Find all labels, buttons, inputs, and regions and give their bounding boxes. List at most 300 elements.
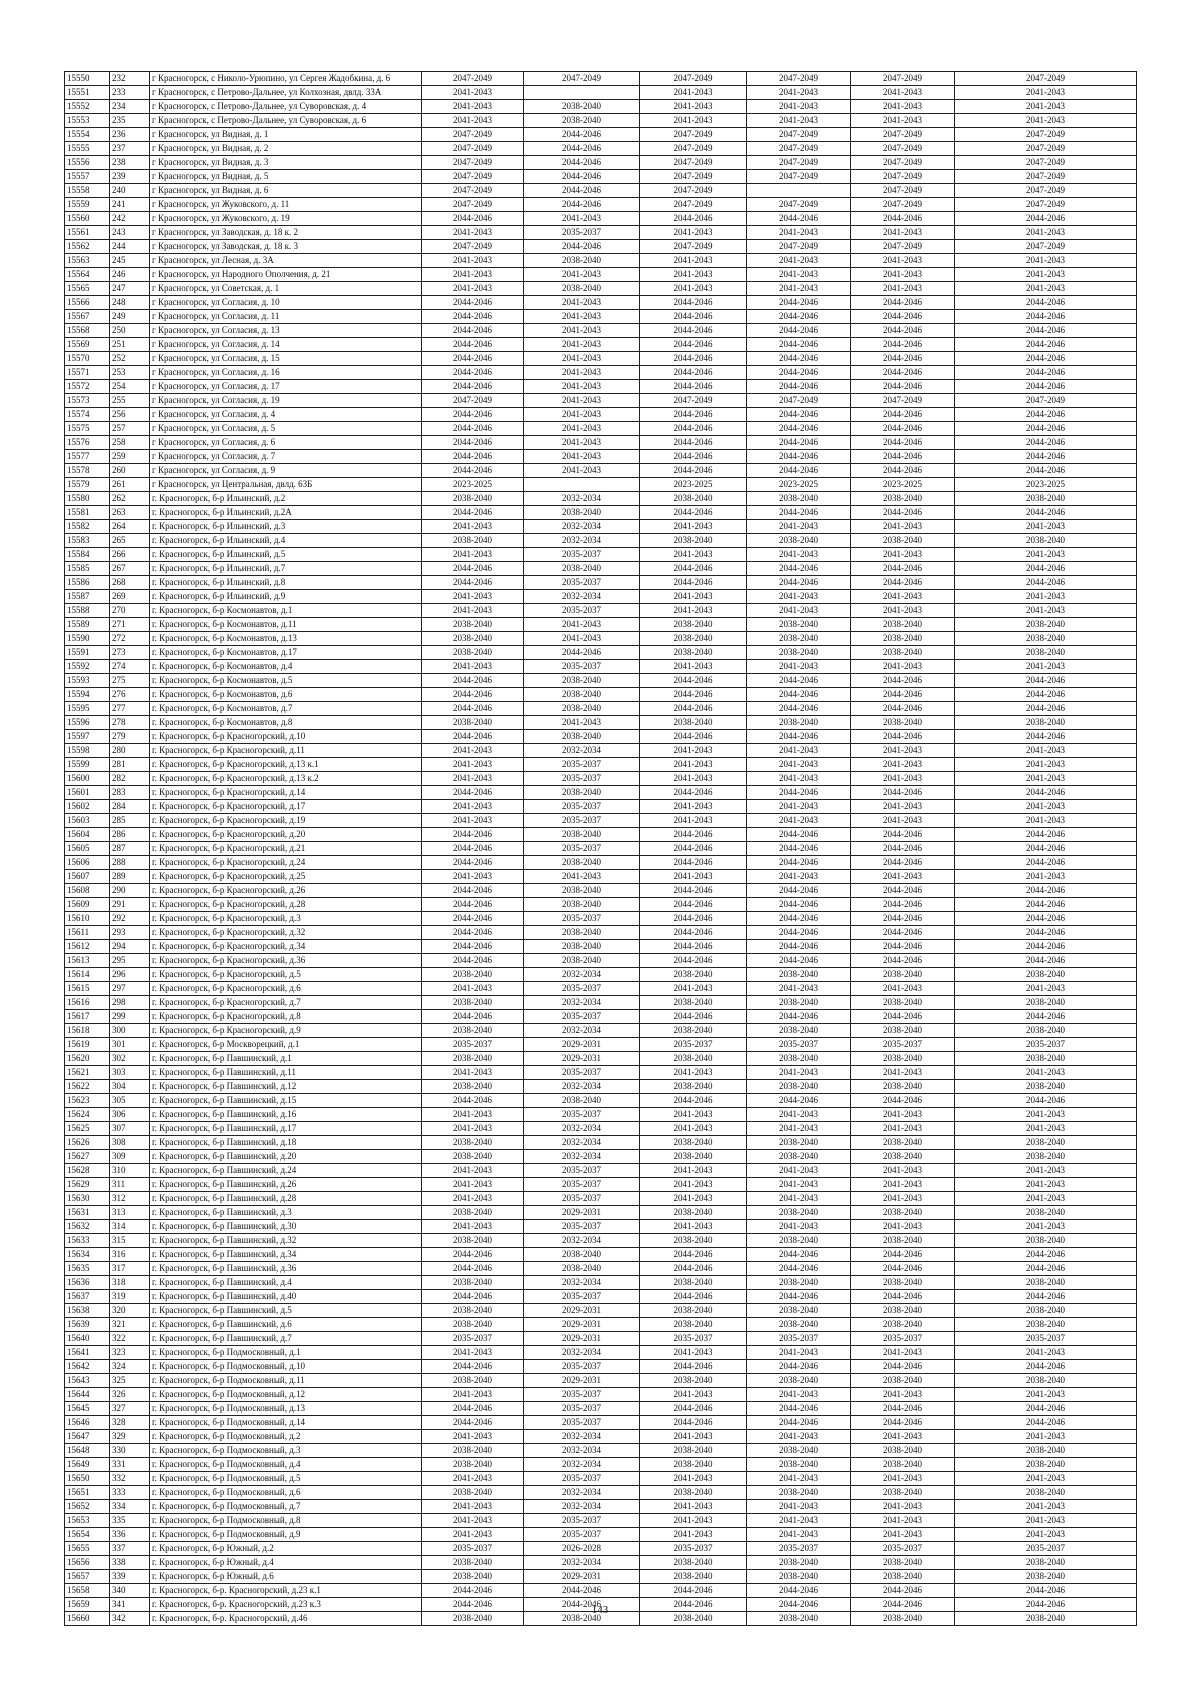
year-col-5-cell: 2041-2043 [851, 268, 955, 282]
year-col-3-cell: 2035-2037 [640, 1038, 747, 1052]
year-col-2-cell: 2038-2040 [524, 562, 640, 576]
row-number-cell: 268 [110, 576, 150, 590]
table-row [65, 72, 1137, 86]
row-number-cell: 247 [110, 282, 150, 296]
table-row [65, 1304, 1137, 1318]
year-col-5-cell: 2044-2046 [851, 1262, 955, 1276]
row-number-cell: 289 [110, 870, 150, 884]
year-col-5-cell: 2044-2046 [851, 940, 955, 954]
row-number-cell: 249 [110, 310, 150, 324]
address-cell: г Красногорск, ул Согласия, д. 9 [150, 464, 422, 478]
year-col-1-cell: 2041-2043 [422, 604, 524, 618]
address-cell: г. Красногорск, б-р Подмосковный, д.12 [150, 1388, 422, 1402]
row-id-cell: 15645 [65, 1402, 110, 1416]
address-cell: г Красногорск, ул Видная, д. 5 [150, 170, 422, 184]
row-number-cell: 265 [110, 534, 150, 548]
address-cell: г. Красногорск, б-р Космонавтов, д.4 [150, 660, 422, 674]
address-cell: г. Красногорск, б-р Красногорский, д.24 [150, 856, 422, 870]
row-number-cell: 295 [110, 954, 150, 968]
table-row [65, 408, 1137, 422]
year-col-6-cell: 2038-2040 [955, 1052, 1137, 1066]
year-col-5-cell: 2041-2043 [851, 814, 955, 828]
year-col-2-cell: 2035-2037 [524, 982, 640, 996]
year-col-2-cell: 2032-2034 [524, 1150, 640, 1164]
table-row [65, 184, 1137, 198]
year-col-1-cell: 2047-2049 [422, 198, 524, 212]
address-cell: г. Красногорск, б-р Павшинский, д.30 [150, 1220, 422, 1234]
year-col-5-cell: 2044-2046 [851, 506, 955, 520]
year-col-2-cell: 2032-2034 [524, 1234, 640, 1248]
year-col-6-cell: 2044-2046 [955, 786, 1137, 800]
year-col-1-cell: 2041-2043 [422, 1122, 524, 1136]
row-id-cell: 15616 [65, 996, 110, 1010]
year-col-5-cell: 2044-2046 [851, 1598, 955, 1612]
year-col-3-cell: 2035-2037 [640, 1332, 747, 1346]
address-cell: г. Красногорск, б-р. Красногорский, д.46 [150, 1612, 422, 1626]
year-col-1-cell: 2044-2046 [422, 352, 524, 366]
year-col-5-cell: 2038-2040 [851, 1150, 955, 1164]
table-row [65, 1290, 1137, 1304]
row-number-cell: 298 [110, 996, 150, 1010]
year-col-1-cell: 2044-2046 [422, 898, 524, 912]
year-col-2-cell: 2032-2034 [524, 1024, 640, 1038]
year-col-3-cell: 2044-2046 [640, 898, 747, 912]
year-col-3-cell: 2041-2043 [640, 1164, 747, 1178]
year-col-6-cell: 2044-2046 [955, 212, 1137, 226]
year-col-1-cell: 2041-2043 [422, 86, 524, 100]
year-col-6-cell: 2041-2043 [955, 1220, 1137, 1234]
year-col-2-cell: 2038-2040 [524, 730, 640, 744]
year-col-2-cell: 2029-2031 [524, 1038, 640, 1052]
row-number-cell: 283 [110, 786, 150, 800]
year-col-4-cell: 2047-2049 [747, 72, 851, 86]
year-col-4-cell: 2044-2046 [747, 352, 851, 366]
year-col-1-cell: 2038-2040 [422, 1150, 524, 1164]
row-number-cell: 244 [110, 240, 150, 254]
year-col-6-cell: 2041-2043 [955, 744, 1137, 758]
year-col-3-cell: 2044-2046 [640, 352, 747, 366]
year-col-4-cell: 2023-2025 [747, 478, 851, 492]
year-col-4-cell: 2041-2043 [747, 758, 851, 772]
address-cell: г. Красногорск, б-р Павшинский, д.34 [150, 1248, 422, 1262]
year-col-4-cell: 2038-2040 [747, 618, 851, 632]
row-id-cell: 15629 [65, 1178, 110, 1192]
row-id-cell: 15644 [65, 1388, 110, 1402]
year-col-6-cell: 2044-2046 [955, 1402, 1137, 1416]
year-col-6-cell: 2041-2043 [955, 590, 1137, 604]
year-col-5-cell: 2044-2046 [851, 898, 955, 912]
year-col-1-cell: 2038-2040 [422, 1206, 524, 1220]
year-col-1-cell: 2041-2043 [422, 772, 524, 786]
row-id-cell: 15650 [65, 1472, 110, 1486]
row-id-cell: 15556 [65, 156, 110, 170]
year-col-1-cell: 2044-2046 [422, 562, 524, 576]
table-row [65, 688, 1137, 702]
row-id-cell: 15659 [65, 1598, 110, 1612]
address-cell: г Красногорск, ул Жуковского, д. 19 [150, 212, 422, 226]
year-col-5-cell: 2041-2043 [851, 1122, 955, 1136]
row-number-cell: 262 [110, 492, 150, 506]
year-col-2-cell: 2029-2031 [524, 1206, 640, 1220]
table-row [65, 156, 1137, 170]
year-col-3-cell: 2047-2049 [640, 240, 747, 254]
row-id-cell: 15578 [65, 464, 110, 478]
address-cell: г. Красногорск, б-р Космонавтов, д.7 [150, 702, 422, 716]
year-col-5-cell: 2044-2046 [851, 1584, 955, 1598]
year-col-1-cell: 2023-2025 [422, 478, 524, 492]
table-row [65, 380, 1137, 394]
year-col-4-cell: 2038-2040 [747, 1304, 851, 1318]
year-col-6-cell: 2035-2037 [955, 1542, 1137, 1556]
year-col-5-cell: 2044-2046 [851, 828, 955, 842]
year-col-4-cell: 2041-2043 [747, 114, 851, 128]
year-col-1-cell: 2041-2043 [422, 1178, 524, 1192]
year-col-6-cell: 2041-2043 [955, 1514, 1137, 1528]
address-cell: г Красногорск, ул Видная, д. 3 [150, 156, 422, 170]
year-col-1-cell: 2038-2040 [422, 618, 524, 632]
table-row [65, 1150, 1137, 1164]
year-col-6-cell: 2044-2046 [955, 296, 1137, 310]
year-col-1-cell: 2047-2049 [422, 142, 524, 156]
row-id-cell: 15649 [65, 1458, 110, 1472]
year-col-5-cell: 2041-2043 [851, 1192, 955, 1206]
address-cell: г. Красногорск, б-р Красногорский, д.7 [150, 996, 422, 1010]
year-col-2-cell: 2038-2040 [524, 954, 640, 968]
year-col-2-cell: 2035-2037 [524, 1528, 640, 1542]
row-number-cell: 306 [110, 1108, 150, 1122]
year-col-5-cell: 2044-2046 [851, 1094, 955, 1108]
address-cell: г Красногорск, ул Согласия, д. 7 [150, 450, 422, 464]
row-number-cell: 275 [110, 674, 150, 688]
year-col-3-cell: 2041-2043 [640, 1388, 747, 1402]
year-col-6-cell: 2041-2043 [955, 520, 1137, 534]
year-col-5-cell: 2047-2049 [851, 184, 955, 198]
year-col-6-cell: 2023-2025 [955, 478, 1137, 492]
row-number-cell: 305 [110, 1094, 150, 1108]
year-col-1-cell: 2044-2046 [422, 296, 524, 310]
year-col-1-cell: 2041-2043 [422, 1430, 524, 1444]
row-id-cell: 15557 [65, 170, 110, 184]
year-col-3-cell: 2044-2046 [640, 576, 747, 590]
row-id-cell: 15585 [65, 562, 110, 576]
table-row [65, 940, 1137, 954]
year-col-5-cell: 2044-2046 [851, 786, 955, 800]
year-col-4-cell: 2044-2046 [747, 1598, 851, 1612]
year-col-5-cell: 2041-2043 [851, 870, 955, 884]
year-col-2-cell: 2041-2043 [524, 422, 640, 436]
address-cell: г Красногорск, ул Согласия, д. 13 [150, 324, 422, 338]
year-col-1-cell: 2044-2046 [422, 954, 524, 968]
year-col-4-cell: 2047-2049 [747, 156, 851, 170]
year-col-5-cell: 2038-2040 [851, 1318, 955, 1332]
year-col-2-cell: 2032-2034 [524, 1500, 640, 1514]
year-col-3-cell: 2044-2046 [640, 1262, 747, 1276]
address-cell: г. Красногорск, б-р Подмосковный, д.5 [150, 1472, 422, 1486]
row-number-cell: 342 [110, 1612, 150, 1626]
year-col-2-cell: 2044-2046 [524, 198, 640, 212]
year-col-5-cell: 2038-2040 [851, 1136, 955, 1150]
year-col-3-cell: 2041-2043 [640, 772, 747, 786]
row-id-cell: 15636 [65, 1276, 110, 1290]
address-cell: г Красногорск, ул Согласия, д. 14 [150, 338, 422, 352]
table-row [65, 464, 1137, 478]
table-row [65, 338, 1137, 352]
year-col-2-cell: 2038-2040 [524, 940, 640, 954]
year-col-3-cell: 2041-2043 [640, 814, 747, 828]
year-col-4-cell: 2047-2049 [747, 198, 851, 212]
year-col-3-cell: 2041-2043 [640, 590, 747, 604]
table-row [65, 842, 1137, 856]
year-col-1-cell: 2044-2046 [422, 702, 524, 716]
year-col-3-cell: 2044-2046 [640, 1402, 747, 1416]
year-col-1-cell: 2041-2043 [422, 1528, 524, 1542]
table-row [65, 1570, 1137, 1584]
year-col-2-cell: 2044-2046 [524, 128, 640, 142]
year-col-5-cell: 2044-2046 [851, 842, 955, 856]
row-number-cell: 335 [110, 1514, 150, 1528]
year-col-4-cell: 2035-2037 [747, 1542, 851, 1556]
year-col-4-cell: 2047-2049 [747, 240, 851, 254]
row-id-cell: 15593 [65, 674, 110, 688]
table-row [65, 1052, 1137, 1066]
row-number-cell: 258 [110, 436, 150, 450]
address-cell: г Красногорск, ул Видная, д. 6 [150, 184, 422, 198]
row-id-cell: 15576 [65, 436, 110, 450]
row-number-cell: 339 [110, 1570, 150, 1584]
year-col-6-cell: 2041-2043 [955, 254, 1137, 268]
row-number-cell: 256 [110, 408, 150, 422]
table-row [65, 1164, 1137, 1178]
row-number-cell: 325 [110, 1374, 150, 1388]
year-col-2-cell: 2029-2031 [524, 1052, 640, 1066]
year-col-2-cell: 2041-2043 [524, 716, 640, 730]
year-col-3-cell: 2041-2043 [640, 1220, 747, 1234]
year-col-2-cell: 2032-2034 [524, 1444, 640, 1458]
year-col-2-cell: 2041-2043 [524, 394, 640, 408]
table-row [65, 1248, 1137, 1262]
year-col-5-cell: 2041-2043 [851, 520, 955, 534]
year-col-6-cell: 2038-2040 [955, 1612, 1137, 1626]
year-col-6-cell: 2038-2040 [955, 1206, 1137, 1220]
table-row [65, 968, 1137, 982]
table-row [65, 814, 1137, 828]
table-row [65, 310, 1137, 324]
year-col-4-cell: 2041-2043 [747, 1164, 851, 1178]
row-number-cell: 314 [110, 1220, 150, 1234]
year-col-3-cell: 2044-2046 [640, 940, 747, 954]
address-cell: г. Красногорск, б-р Подмосковный, д.9 [150, 1528, 422, 1542]
table-row [65, 1346, 1137, 1360]
table-row [65, 1500, 1137, 1514]
year-col-1-cell: 2047-2049 [422, 170, 524, 184]
row-number-cell: 313 [110, 1206, 150, 1220]
year-col-5-cell: 2041-2043 [851, 1472, 955, 1486]
year-col-1-cell: 2038-2040 [422, 968, 524, 982]
row-id-cell: 15608 [65, 884, 110, 898]
row-id-cell: 15623 [65, 1094, 110, 1108]
address-cell: г. Красногорск, б-р Красногорский, д.34 [150, 940, 422, 954]
table-row [65, 618, 1137, 632]
year-col-3-cell: 2035-2037 [640, 1542, 747, 1556]
row-number-cell: 273 [110, 646, 150, 660]
address-cell: г Красногорск, ул Согласия, д. 16 [150, 366, 422, 380]
year-col-2-cell: 2038-2040 [524, 688, 640, 702]
table-row [65, 1416, 1137, 1430]
row-id-cell: 15587 [65, 590, 110, 604]
address-cell: г. Красногорск, б-р Космонавтов, д.6 [150, 688, 422, 702]
year-col-3-cell: 2044-2046 [640, 366, 747, 380]
year-col-2-cell: 2035-2037 [524, 1514, 640, 1528]
table-row [65, 856, 1137, 870]
row-number-cell: 288 [110, 856, 150, 870]
year-col-4-cell: 2041-2043 [747, 548, 851, 562]
year-col-6-cell: 2044-2046 [955, 730, 1137, 744]
table-row [65, 674, 1137, 688]
year-col-2-cell: 2038-2040 [524, 282, 640, 296]
row-id-cell: 15590 [65, 632, 110, 646]
year-col-5-cell: 2041-2043 [851, 772, 955, 786]
year-col-6-cell: 2044-2046 [955, 1360, 1137, 1374]
row-id-cell: 15568 [65, 324, 110, 338]
address-cell: г. Красногорск, б-р Ильинский, д.4 [150, 534, 422, 548]
year-col-5-cell: 2044-2046 [851, 954, 955, 968]
row-id-cell: 15570 [65, 352, 110, 366]
year-col-2-cell: 2035-2037 [524, 1220, 640, 1234]
row-id-cell: 15607 [65, 870, 110, 884]
year-col-3-cell: 2044-2046 [640, 310, 747, 324]
year-col-3-cell: 2044-2046 [640, 464, 747, 478]
year-col-3-cell: 2041-2043 [640, 604, 747, 618]
year-col-5-cell: 2044-2046 [851, 464, 955, 478]
year-col-1-cell: 2038-2040 [422, 1486, 524, 1500]
year-col-2-cell: 2038-2040 [524, 926, 640, 940]
year-col-4-cell: 2047-2049 [747, 170, 851, 184]
row-id-cell: 15619 [65, 1038, 110, 1052]
address-cell: г. Красногорск, б-р. Красногорский, д.23 к.1 [150, 1584, 422, 1598]
year-col-3-cell: 2038-2040 [640, 1136, 747, 1150]
row-id-cell: 15651 [65, 1486, 110, 1500]
table-row [65, 744, 1137, 758]
year-col-1-cell: 2041-2043 [422, 1500, 524, 1514]
year-col-6-cell: 2044-2046 [955, 1262, 1137, 1276]
schedule-table [64, 71, 1137, 1626]
address-cell: г. Красногорск, б-р Ильинский, д.8 [150, 576, 422, 590]
year-col-2-cell: 2044-2046 [524, 184, 640, 198]
year-col-1-cell: 2044-2046 [422, 730, 524, 744]
year-col-3-cell: 2038-2040 [640, 716, 747, 730]
year-col-5-cell: 2038-2040 [851, 632, 955, 646]
row-id-cell: 15618 [65, 1024, 110, 1038]
row-number-cell: 235 [110, 114, 150, 128]
year-col-2-cell [524, 478, 640, 492]
row-id-cell: 15598 [65, 744, 110, 758]
address-cell: г. Красногорск, б-р Космонавтов, д.13 [150, 632, 422, 646]
year-col-2-cell: 2032-2034 [524, 1486, 640, 1500]
year-col-1-cell: 2041-2043 [422, 758, 524, 772]
year-col-2-cell: 2029-2031 [524, 1318, 640, 1332]
year-col-1-cell: 2038-2040 [422, 1304, 524, 1318]
year-col-1-cell: 2038-2040 [422, 1612, 524, 1626]
year-col-5-cell: 2044-2046 [851, 1248, 955, 1262]
year-col-3-cell: 2044-2046 [640, 954, 747, 968]
year-col-4-cell: 2044-2046 [747, 828, 851, 842]
year-col-4-cell: 2038-2040 [747, 492, 851, 506]
year-col-5-cell: 2038-2040 [851, 1444, 955, 1458]
year-col-3-cell: 2044-2046 [640, 702, 747, 716]
year-col-5-cell: 2044-2046 [851, 912, 955, 926]
table-row [65, 562, 1137, 576]
year-col-6-cell: 2044-2046 [955, 380, 1137, 394]
address-cell: г. Красногорск, б-р Подмосковный, д.7 [150, 1500, 422, 1514]
year-col-6-cell: 2038-2040 [955, 1556, 1137, 1570]
year-col-5-cell: 2038-2040 [851, 534, 955, 548]
year-col-1-cell: 2038-2040 [422, 1276, 524, 1290]
year-col-5-cell: 2038-2040 [851, 968, 955, 982]
year-col-4-cell: 2044-2046 [747, 408, 851, 422]
year-col-6-cell: 2041-2043 [955, 282, 1137, 296]
row-number-cell: 233 [110, 86, 150, 100]
year-col-6-cell: 2038-2040 [955, 1234, 1137, 1248]
year-col-6-cell: 2044-2046 [955, 940, 1137, 954]
year-col-6-cell: 2044-2046 [955, 884, 1137, 898]
year-col-1-cell: 2041-2043 [422, 590, 524, 604]
row-number-cell: 322 [110, 1332, 150, 1346]
year-col-1-cell: 2044-2046 [422, 828, 524, 842]
year-col-6-cell: 2041-2043 [955, 660, 1137, 674]
table-row [65, 352, 1137, 366]
year-col-5-cell: 2044-2046 [851, 408, 955, 422]
year-col-4-cell: 2044-2046 [747, 450, 851, 464]
year-col-6-cell: 2041-2043 [955, 772, 1137, 786]
row-number-cell: 302 [110, 1052, 150, 1066]
year-col-6-cell: 2044-2046 [955, 324, 1137, 338]
row-number-cell: 321 [110, 1318, 150, 1332]
year-col-5-cell: 2041-2043 [851, 1514, 955, 1528]
address-cell: г. Красногорск, б-р Подмосковный, д.13 [150, 1402, 422, 1416]
year-col-1-cell: 2041-2043 [422, 1472, 524, 1486]
year-col-6-cell: 2041-2043 [955, 226, 1137, 240]
address-cell: г. Красногорск, б-р Павшинский, д.11 [150, 1066, 422, 1080]
year-col-2-cell: 2035-2037 [524, 660, 640, 674]
year-col-1-cell: 2041-2043 [422, 1220, 524, 1234]
row-number-cell: 320 [110, 1304, 150, 1318]
table-row [65, 1318, 1137, 1332]
year-col-4-cell: 2038-2040 [747, 1556, 851, 1570]
row-number-cell: 250 [110, 324, 150, 338]
year-col-2-cell: 2032-2034 [524, 1346, 640, 1360]
row-id-cell: 15553 [65, 114, 110, 128]
year-col-4-cell: 2044-2046 [747, 464, 851, 478]
address-cell: г. Красногорск, б-р Павшинский, д.3 [150, 1206, 422, 1220]
year-col-5-cell: 2038-2040 [851, 492, 955, 506]
year-col-3-cell: 2041-2043 [640, 548, 747, 562]
year-col-4-cell: 2038-2040 [747, 1136, 851, 1150]
year-col-5-cell: 2038-2040 [851, 1374, 955, 1388]
year-col-1-cell: 2044-2046 [422, 884, 524, 898]
row-id-cell: 15565 [65, 282, 110, 296]
table-row [65, 912, 1137, 926]
year-col-4-cell: 2041-2043 [747, 520, 851, 534]
year-col-3-cell: 2038-2040 [640, 646, 747, 660]
address-cell: г. Красногорск, б-р Красногорский, д.17 [150, 800, 422, 814]
year-col-1-cell: 2038-2040 [422, 1570, 524, 1584]
year-col-3-cell: 2044-2046 [640, 926, 747, 940]
year-col-2-cell: 2041-2043 [524, 450, 640, 464]
year-col-5-cell: 2041-2043 [851, 1108, 955, 1122]
year-col-2-cell: 2035-2037 [524, 842, 640, 856]
year-col-2-cell: 2038-2040 [524, 100, 640, 114]
year-col-4-cell: 2044-2046 [747, 1416, 851, 1430]
